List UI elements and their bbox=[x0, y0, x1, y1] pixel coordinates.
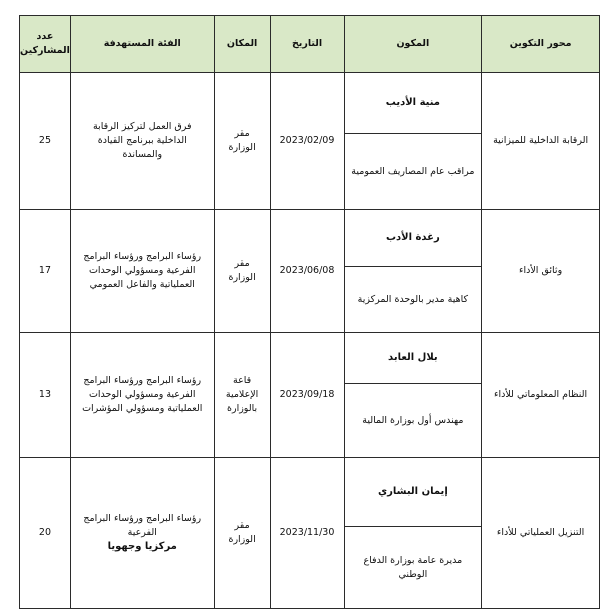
cell-trainer bbox=[344, 333, 482, 458]
header-trainer: المكون bbox=[344, 16, 482, 73]
table-row bbox=[20, 210, 600, 333]
cell-trainer bbox=[344, 210, 482, 333]
trainer-role: مهندس أول بوزارة المالية bbox=[362, 414, 464, 426]
trainer-role: مراقب عام المصاريف العمومية bbox=[351, 165, 475, 177]
table-row bbox=[20, 73, 600, 210]
cell-count: 13 bbox=[20, 333, 71, 458]
axis-text: التنزيل العملياتي للأداء bbox=[496, 527, 585, 539]
trainer-name: رغدة الأدب bbox=[345, 210, 482, 267]
cell-date: 2023/02/09 bbox=[270, 73, 344, 210]
target-text: رؤساء البرامج ورؤساء البرامج الفرعية bbox=[83, 512, 202, 538]
cell-place bbox=[214, 458, 270, 609]
cell-count: 25 bbox=[20, 73, 71, 210]
cell-target bbox=[70, 73, 214, 210]
target-text: رؤساء البرامج ورؤساء البرامج الفرعية ومسؤولي الوحدات العملياتية والفاعل العمومي bbox=[83, 251, 202, 290]
header-place: المكان bbox=[214, 16, 270, 73]
cell-trainer bbox=[344, 73, 482, 210]
cell-trainer bbox=[344, 458, 482, 609]
cell-place bbox=[214, 73, 270, 210]
training-table bbox=[19, 15, 600, 609]
cell-place bbox=[214, 210, 270, 333]
trainer-role: كاهية مدير بالوحدة المركزية bbox=[357, 293, 469, 305]
place-text: مقر الوزارة bbox=[228, 128, 256, 153]
header-axis: محور التكوين bbox=[482, 16, 600, 73]
header-target: الفئة المستهدفة bbox=[70, 16, 214, 73]
place-text: مقر الوزارة bbox=[228, 520, 256, 545]
place-text: قاعة الإعلامية بالوزارة bbox=[225, 375, 259, 414]
cell-target bbox=[70, 333, 214, 458]
place-text: مقر الوزارة bbox=[228, 258, 256, 283]
trainer-role: مديرة عامة بوزارة الدفاع الوطني bbox=[363, 554, 463, 580]
table-row bbox=[20, 458, 600, 609]
cell-date: 2023/06/08 bbox=[270, 210, 344, 333]
header-count: عدد المشاركين bbox=[20, 16, 71, 73]
trainer-name: بلال العابد bbox=[345, 333, 482, 384]
cell-date: 2023/09/18 bbox=[270, 333, 344, 458]
cell-axis bbox=[482, 73, 600, 210]
cell-count: 20 bbox=[20, 458, 71, 609]
cell-axis bbox=[482, 333, 600, 458]
cell-target bbox=[70, 210, 214, 333]
table-row bbox=[20, 333, 600, 458]
cell-axis bbox=[482, 458, 600, 609]
trainer-name: منية الأديب bbox=[345, 73, 482, 134]
cell-date: 2023/11/30 bbox=[270, 458, 344, 609]
target-text: فرق العمل لتركيز الرقابة الداخلية ببرنامج القيادة والمساندة bbox=[92, 121, 192, 160]
cell-axis bbox=[482, 210, 600, 333]
header-row bbox=[20, 16, 600, 73]
trainer-name: إيمان البشاري bbox=[345, 458, 482, 527]
cell-target bbox=[70, 458, 214, 609]
axis-text: النظام المعلوماتي للأداء bbox=[494, 389, 588, 401]
target-text-bold: مركزيا وجهويا bbox=[107, 540, 177, 552]
page-top-margin bbox=[0, 0, 600, 8]
cell-count: 17 bbox=[20, 210, 71, 333]
axis-text: الرقابة الداخلية للميزانية bbox=[493, 135, 589, 147]
cell-place bbox=[214, 333, 270, 458]
axis-text: وثائق الأداء bbox=[519, 265, 563, 277]
header-date: التاريخ bbox=[270, 16, 344, 73]
target-text: رؤساء البرامج ورؤساء البرامج الفرعية ومسؤولي الوحدات العملياتية ومسؤولي المؤشرات bbox=[82, 375, 203, 414]
